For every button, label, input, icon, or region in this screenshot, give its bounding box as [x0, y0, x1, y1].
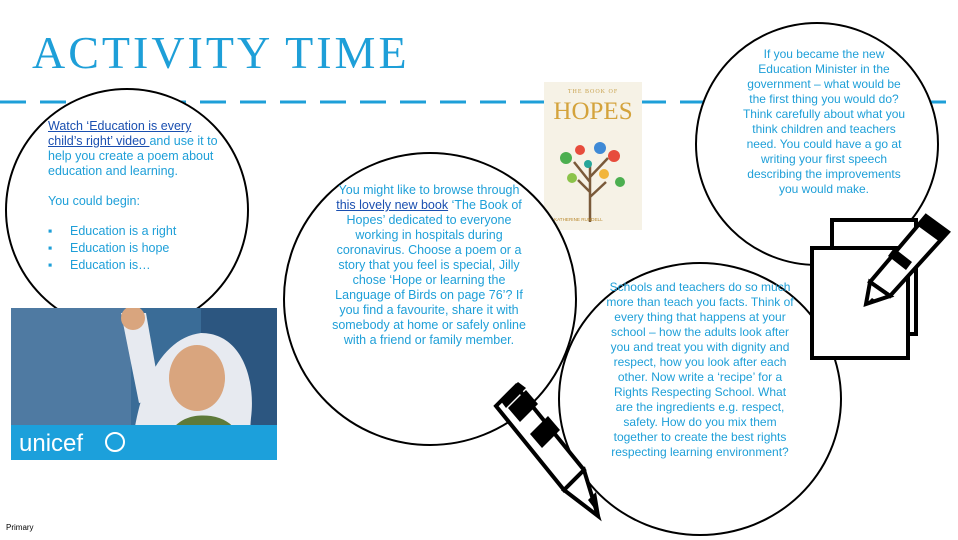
- list-item: ▪ Education is hope: [48, 241, 218, 258]
- book-intro: You might like to browse through: [338, 183, 520, 197]
- pencil-icon: [478, 378, 608, 524]
- girl-raising-hand-image: [11, 308, 277, 460]
- page-title: ACTIVITY TIME: [32, 27, 410, 78]
- paper-and-pencil-icon: [808, 212, 958, 362]
- book-activity-desc: ‘The Book of Hopes’ dedicated to everyone working in hospitals during coronavirus. Choose a poem or a story that you feel is special, Jilly chose ‘Hope or learning the Language of Birds on page 76’? If you find a favourite, share it with somebody at home or safely online with a friend or family member.: [332, 198, 526, 347]
- list-item: ▪ Education is a right: [48, 224, 218, 241]
- video-activity-text: [48, 119, 218, 275]
- book-activity-text: [330, 183, 528, 348]
- book-title: HOPES: [553, 98, 633, 125]
- book-of-hopes-link[interactable]: this lovely new book: [336, 198, 449, 212]
- book-subtitle-small: THE BOOK OF: [567, 89, 619, 95]
- unicef-logo-text: unicef: [19, 430, 84, 457]
- poem-starters-list: [48, 224, 218, 275]
- footer-label: Primary: [6, 523, 34, 532]
- minister-activity-text: If you became the new Education Minister in the government – what would be the first thing you would do? Think carefully about what you think children and teachers need. You could have a go at writing your first speech describing the improvements you would make.: [742, 47, 906, 196]
- recipe-activity-text: Schools and teachers do so much more than teach you facts. Think of every thing that happens at your school – how the adults look after you and treat you with dignity and respect, how you look after each other. Now write a ‘recipe’ for a Rights Respecting School. What are the ingredients e.g. respect, safety. How do you mix them together to create the best rights respecting learning environment?: [606, 280, 794, 459]
- could-begin-label: You could begin:: [48, 194, 140, 208]
- list-item: ▪ Education is…: [48, 258, 218, 275]
- video-activity-desc: and use it to help you create a poem about education and learning.: [48, 134, 218, 178]
- book-of-hopes-cover: [544, 82, 642, 230]
- book-author: KATHERINE RUNDELL: [554, 217, 603, 222]
- education-video-link[interactable]: Watch ‘Education is every child’s right’ video: [48, 119, 192, 148]
- unicef-photo: [11, 308, 277, 460]
